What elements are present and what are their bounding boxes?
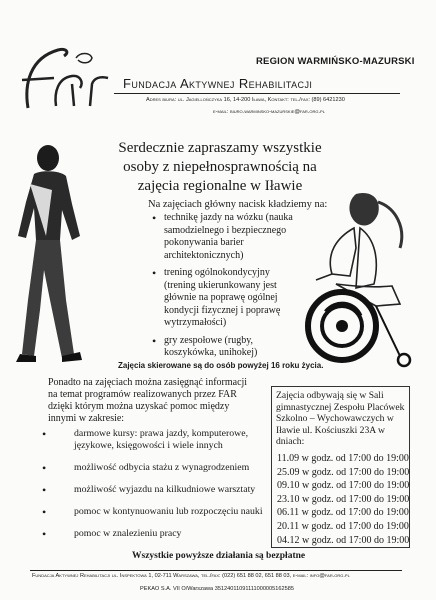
office-email: e-mail: biuro.warminsko-mazurskie@far.org.pl [213, 109, 325, 115]
list-item: • możliwość odbycia stażu z wynagrodzeniem [38, 462, 268, 474]
schedule-date: 11.09 w godz. od 17:00 do 19:00 [277, 453, 409, 464]
focus-intro: Na zajęciach główny nacisk kładziemy na: [148, 199, 328, 210]
services-list [38, 428, 268, 550]
schedule-intro: Zajęcia odbywają się w Sali gimnastycznej Zespołu Placówek Szkolno – Wychowawczych w Iławie ul. Kościuszki 23A w dniach: [276, 390, 405, 447]
info-text: Ponadto na zajęciach można zasięgnąć informacji na temat programów realizowanych przez FAR dzięki którym można uzyskać pomoc między innymi w zakresie: [48, 377, 248, 424]
list-item: • pomoc w kontynuowaniu lub rozpoczęciu nauki [38, 506, 268, 518]
focus-list [150, 212, 300, 365]
organization-name: Fundacja Aktywnej Rehabilitacji [123, 76, 313, 91]
office-address: Adres biura: ul. Jagiellończyka 16, 14-200 Iława, Kontakt: tel./fax: (89) 6421230 [146, 97, 345, 103]
schedule-date: 06.11 w godz. od 17:00 do 19:00 [277, 507, 409, 519]
list-item: • pomoc w znalezieniu pracy [38, 528, 268, 540]
footer-contact: Fundacja Aktywnej Rehabilitacji ul. Inspektowa 1, 02-711 Warszawa, tel./fax: (022) 651 88 02, 651 88 03, e-mail: info@far.org.pl [32, 573, 350, 579]
footer-divider [30, 570, 402, 571]
man-illustration [10, 140, 120, 365]
far-logo [14, 44, 114, 110]
list-item: • możliwość wyjazdu na kilkudniowe warsztaty [38, 484, 268, 496]
headline-line-3: zajęcia regionalne w Iławie [137, 178, 303, 194]
schedule-date: 23.10 w godz. od 17:00 do 19:00 [277, 493, 410, 505]
far-logo-icon [14, 44, 114, 110]
header-divider [114, 93, 400, 94]
schedule-date: 20.11 w godz. od 17:00 do 19:00 [277, 520, 409, 532]
region-title: REGION WARMIŃSKO-MAZURSKI [256, 56, 415, 67]
list-item: • technikę jazdy na wózku (nauka samodzielnego i bezpiecznego pokonywania barier architektonicznych) [150, 212, 300, 262]
list-item: • darmowe kursy: prawa jazdy, komputerowe, językowe, księgowości i wiele innych [38, 428, 268, 452]
age-note: Zajęcia skierowane są do osób powyżej 16 roku życia. [118, 361, 324, 370]
headline-line-2: osoby z niepełnosprawnością na [123, 159, 317, 175]
schedule-dates [277, 452, 409, 547]
schedule-date: 09.10 w godz. od 17:00 do 19:00 [277, 480, 410, 492]
free-of-charge-note: Wszystkie powyższe działania są bezpłatne [132, 551, 306, 561]
schedule-date: 25.09 w godz. od 17:00 do 19:00 [277, 466, 410, 478]
standing-man-icon [10, 140, 120, 365]
headline-line-1: Serdecznie zapraszamy wszystkie [118, 140, 322, 156]
wheelchair-illustration [296, 188, 426, 378]
schedule-date: 04.12 w godz. od 17:00 do 19:00 [277, 534, 410, 546]
footer-bank-account: PEKAO S.A. VII O/Warszawa 35124011091111000005162585 [140, 586, 294, 592]
list-item: • gry zespołowe (rugby, koszykówka, unihokej) [150, 335, 300, 360]
list-item: • trening ogólnokondycyjny (trening ukierunkowany jest głównie na poprawę ogólnej kondycji fizycznej i poprawę wytrzymałości) [150, 267, 300, 330]
wheelchair-woman-icon [296, 188, 426, 378]
